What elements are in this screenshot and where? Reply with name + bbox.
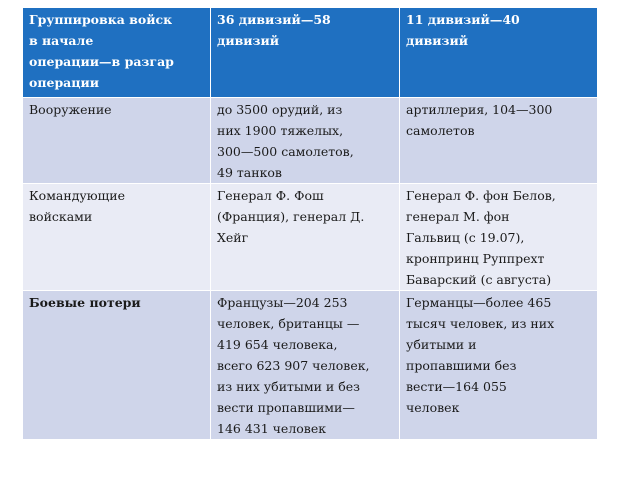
header-cell-germany bbox=[400, 8, 598, 98]
table-cell bbox=[211, 98, 400, 184]
cell-text: артиллерия, 104—300 самолетов bbox=[406, 102, 553, 138]
table-cell bbox=[211, 184, 400, 291]
table-row-armament bbox=[23, 98, 598, 184]
cell-text: Генерал Ф. фон Белов, генерал М. фон Гальвиц (с 19.07), кронпринц Руппрехт Баварский (с августа) bbox=[406, 188, 556, 287]
header-cell-text: 36 дивизий—58 дивизий bbox=[217, 12, 331, 48]
row-label: Боевые потери bbox=[29, 295, 141, 310]
cell-text: Германцы—более 465 тысяч человек, из них убитыми и пропавшими без вести—164 055 человек bbox=[406, 295, 555, 415]
row-label: Вооружение bbox=[29, 102, 112, 117]
cell-text: Генерал Ф. Фош (Франция), генерал Д. Хейг bbox=[217, 188, 365, 245]
cell-text: Французы—204 253 человек, британцы — 419 654 человека, всего 623 907 человек, из них убитыми и без вести пропавшими— 146 431 человек bbox=[217, 295, 370, 436]
header-cell-grouping bbox=[23, 8, 211, 98]
header-cell-text: Группировка войск в начале операции—в разгар операции bbox=[29, 12, 174, 90]
table-cell bbox=[400, 98, 598, 184]
row-label-cell bbox=[23, 291, 211, 440]
row-label-cell bbox=[23, 184, 211, 291]
header-cell-text: 11 дивизий—40 дивизий bbox=[406, 12, 520, 48]
table-cell bbox=[211, 291, 400, 440]
table-header-row bbox=[23, 8, 598, 98]
comparison-table bbox=[22, 7, 598, 440]
row-label-cell bbox=[23, 98, 211, 184]
header-cell-allies bbox=[211, 8, 400, 98]
table-cell bbox=[400, 291, 598, 440]
row-label: Командующие войсками bbox=[29, 188, 125, 224]
table-cell bbox=[400, 184, 598, 291]
table-row-commanders bbox=[23, 184, 598, 291]
cell-text: до 3500 орудий, из них 1900 тяжелых, 300—500 самолетов, 49 танков bbox=[217, 102, 354, 180]
table-row-losses bbox=[23, 291, 598, 440]
